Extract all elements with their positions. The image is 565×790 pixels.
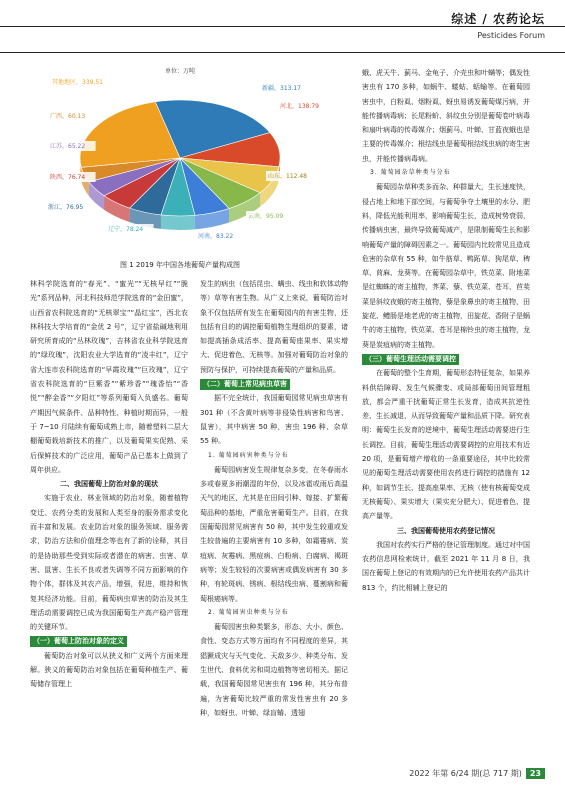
pie-data-label [260,83,313,93]
paragraph: 我国对农药实行严格的登记管理制度。通过对中国农药信息网检索统计，截至 2021 年 11 月 8 日，我国在葡萄上登记的有效期内的已允许使用农药产品共计 813 个，约比相辅上登记的 [362,540,530,592]
pie-label-text: 其他地区，339.51 [52,79,103,86]
pie-label-text: 广西，60.13 [50,113,86,120]
paragraph: 葡萄园杂草种类多而杂、种群量大，生长速度快，侵占地上和地下部空间，与葡萄争夺土壤里的水分、肥料，降低光能利用率，影响葡萄生长，造成树势衰弱，传播病虫害，最终导致葡萄减产，是限制葡萄生长和影响葡萄产量的障碍因素之一。葡萄园内比较常见且造成危害的杂草有 55 种，如牛筋草、鸭跖草、狗尾草、稗草、苘麻、龙葵等。在葡萄园杂草中，铁苋菜、附地菜是红蜘蛛的寄主植物，荠菜、藜、铁苋菜、苍耳、苣荬菜是斜纹夜蛾的寄主植物，藜是象鼻虫的寄主植物，田旋花、鳢肠是地老虎的寄主植物，田旋花、香附子是蜗牛的寄主植物，铁苋菜、苍耳是棉铃虫的寄主植物，龙葵是炭疽病的寄主植物。 [362,183,530,349]
subsection-heading-label: （一）葡萄上防治对象的定义 [30,636,127,647]
pie-data-label [48,141,96,151]
page-number: 23 [526,768,545,779]
paragraph: 据不完全统计，我国葡萄园常见病虫草害有 301 种（不含黄叶病等非侵染性病害和鸟害、鼠害），其中病害 50 种，害虫 196 种、杂草 55 种。 [200,394,348,446]
page-header [0,0,565,58]
header-rule [0,26,565,27]
section-title: 综述 / 农药论坛 [451,12,545,26]
paragraph: 蛾、虎天牛、蓟马、金龟子、介壳虫和叶螨等；偶发性害虫有 170 多种，如蜗牛、蝼蛄、蛞蝓等。在葡萄园害虫中，白粉虱、烟粉虱、蚜虫易诱发葡萄煤污病，并能传播病毒病；长尾粉蚧、斜纹虫分别是葡萄卷叶病毒和扇叶病毒的传毒媒介；烟蓟马、叶蝉、甘蓝夜蛾也是主要的传毒媒介；根结线虫是葡萄根结线虫病的寄生害虫，并能传播病毒病。 [362,69,530,163]
subsection-heading-label: （三）葡萄生理活动需要调控 [362,354,459,365]
minor-heading: 3. 葡萄园杂草种类与分布 [370,169,451,177]
article-column-middle [200,277,348,720]
section-heading: 二、我国葡萄上防治对象的现状 [60,480,158,489]
paragraph: 葡萄园害虫种类繁多，形态、大小、颜色、食性、变态方式等方面均有不同程度的差异，其猖獗成灾与天气变化、天敌多少、种类分布、发生世代、食料优劣和周边植物等密切相关。据记载，我国葡萄园常见害虫有 196 种，其分布普遍，为害葡萄比较严重的常发性害虫有 20 多种，如蚜虫、叶蝉、绿盲蝽、透翅 [200,623,348,717]
pie-data-label [246,211,294,221]
paragraph: 实施于农业、林业领域的防治对象，随着植物变迁、农药分类的发展和人类至身的服务需求变化而丰富和发展。农业防治对象的服务领域、服务需求，防治方法和价值理念等也有了新的诠释，其目的是协助那些受到实际或者潜在的病害、虫害、草害、鼠害、生长不良或者失调等不同方面影响的作物个体，群体及其农产品，增强，促进，维持和恢复其经济功能。目前，葡萄病虫草害的防治及其生理活动需要调控已成为我国葡萄生产高产稳产管理的关键环节。 [30,494,188,632]
paragraph: 葡萄防治对象可以从狭义和广义两个方面来理解。狭义的葡萄防治对象包括在葡萄种植生产、葡萄储存管理上 [30,651,188,689]
article-column-right [362,66,530,595]
pie-data-label [48,172,96,182]
paragraph: 发生的病虫（包括昆虫、螨虫、线虫和软体动物等）草等有害生物。从广义上来说，葡萄防治对象不仅包括所有发生在葡萄园内的有害生物，还包括有目的的调控葡萄植物生理组织的要素，诸如提高插条成活率、提高葡萄座果率、果实增大、促进着色、无核等。加强对葡萄防治对象的预防与保护，可持续提高葡萄的产量和品质。 [200,280,348,374]
pie-data-label [278,101,330,111]
pie-label-text: 云南，95.09 [248,213,284,220]
pie-slice-side [161,215,195,230]
subsection-heading [362,352,530,366]
pie-data-label [50,77,113,87]
pie-label-text: 江苏，65.22 [50,143,86,150]
pie-label-text: 新疆，313.17 [262,85,301,92]
pie-label-text: 辽宁，78.24 [108,226,144,233]
header-rule [0,52,565,53]
figure-caption: 图 1 2019 年中国各地葡萄产量构成图 [120,261,240,269]
chart-unit-label: 单位：万吨 [164,68,195,75]
pie-label-text: 河北，138.79 [280,103,319,110]
subsection-heading [200,377,348,391]
article-column-left [30,277,188,692]
pie-data-label [196,231,244,241]
subsection-heading-label: （二）葡萄上常见病虫草害 [200,379,290,390]
pie-label-text: 山东，112.48 [268,173,307,180]
pie-label-text: 浙江，76.95 [48,204,84,211]
pie-data-label [46,202,94,212]
subsection-heading [30,634,188,648]
pie-data-label [266,171,319,181]
section-heading: 三、我国葡萄使用农药登记情况 [397,526,495,535]
pie-chart-figure [30,66,330,256]
paragraph: 林科学院选育的“春光”、“蜜光”“无核早红”“脆光”系列品种，河北科技师范学院选育的“金田蜜”，山西省农科院选育的“无核翠宝”“晶红宝”，西北农林科技大学培育的“金优 2 号”，辽宁省盐碱地利用研究所育成的“丛林玫瑰”，吉林省农业科学院选育的“绿玫瑰”，沈阳农业大学选育的“凌丰红”，辽宁省大连市农科院选育的“早霞玫瑰”“巨玫瑰”，辽宁省农科院选育的“巨紫香”“紫珍香”“瑰香怡”“香悦”“醉金香”“夕阳红”等系列葡萄入负盛名。葡萄产期因气候条件、品种特性、种植时期而异，一般于 7~10 月陆续有葡萄成熟上市，随着塑料二层大棚葡萄栽培新技术的推广，以及葡萄果实促熟、采后保鲜技术的广泛应用，葡萄产品已基本上做到了周年供应。 [30,280,188,474]
minor-heading: 1. 葡萄园病害种类与分布 [208,451,289,459]
pie-chart [30,66,330,256]
section-title-en: Pesticides Forum [477,31,545,40]
pie-data-label [48,111,96,121]
pie-data-label [106,224,154,234]
paragraph: 在葡萄的整个生育期，葡萄形态特征复杂，如果养料供给障碍、发生气候骤变、或局部葡萄田间管理粗放，都会严重干扰葡萄正常生长发育，造成其抗逆性差、生长减退，从而导致葡萄产量和品质下降。研究表明：葡萄生长发育的逆境中，葡萄生理活动需要进行生长调控。目前，葡萄生理活动需要调控的应用技术有近 20 项，是葡萄增产增收的一条重要途径，其中比较常见的葡萄生理活动需要使用农药进行调控的措施有 12 种，如调节生长、提高座果率、无核（使有核葡萄变成无核葡萄）、果实增大（果实充分肥大）、促进着色、提高产量等。 [362,369,530,521]
issue-info: 2022 年第 6/24 期(总 717 期) [409,769,522,778]
paragraph: 葡萄园病害发生规律复杂多变，在冬春雨水多或春夏多雨潮湿的年份，以及冰雹或雨后高温天气的地区，尤其是在田间引种、嫁接、扩繁葡萄品种的基地，严重危害葡萄生产。目前，在我国葡萄园常见病害有 50 种，其中发生较重或发生较普遍的主要病害有 10 多种，如霜霉病、炭疽病、灰霉病、黑痘病、白粉病、白腐病、褐斑病等；发生较轻的次要病害或偶发病害有 30 多种，有轮斑病、锈病、根结线虫病、蔓割病和葡萄根癌病等。 [200,465,348,603]
pie-label-text: 陕西，76.74 [50,174,86,181]
pie-label-text: 河南，83.22 [198,233,234,240]
minor-heading: 2. 葡萄园害虫种类与分布 [208,608,289,616]
page-footer [409,768,545,779]
